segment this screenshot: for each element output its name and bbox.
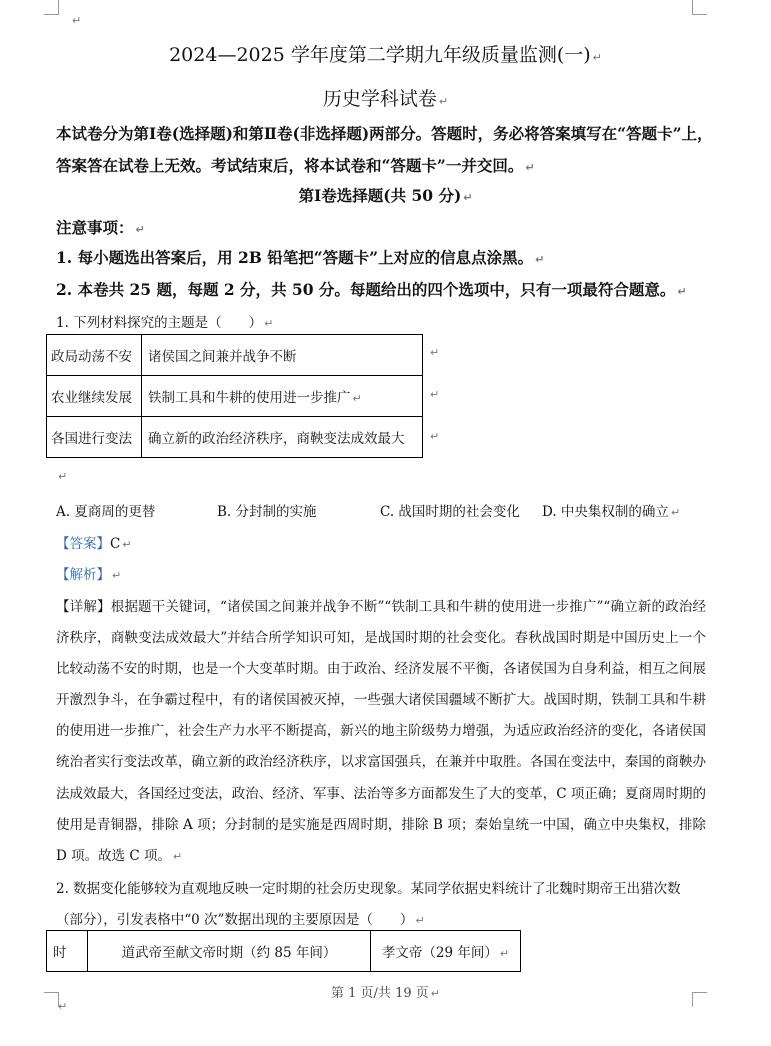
page-footer: 第 1 页/共 19 页 ↵ xyxy=(331,986,440,1001)
table-row xyxy=(47,417,423,458)
question-1-stem: 1. 下列材料探究的主题是（ ） ↵ xyxy=(56,315,274,331)
detail-tag: 【详解】 xyxy=(56,599,111,615)
paragraph-mark: ↵ xyxy=(58,1000,68,1013)
question-1-table xyxy=(46,334,423,458)
table-cell: 孝文帝（29 年间） ↵ xyxy=(371,931,521,972)
table-cell: 时 xyxy=(47,931,88,972)
table-cell: 各国进行变法 xyxy=(47,417,142,458)
option-d: D. 中央集权制的确立 ↵ xyxy=(542,504,681,520)
option-b: B. 分封制的实施 xyxy=(217,504,317,520)
paragraph-mark: ↵ xyxy=(58,470,68,483)
question-2-stem: 2. 数据变化能够较为直观地反映一定时期的社会历史现象。某同学依据史料统计了北魏时期帝王出猎次数（部分），引发表格中“0 次”数据出现的主要原因是（ ） ↵ xyxy=(56,881,681,928)
analysis-tag: 【解析】 xyxy=(56,567,110,583)
notice-item-2: 2. 本卷共 25 题，每题 2 分，共 50 分。每题给出的四个选项中，只有一项最符合题意。 ↵ xyxy=(56,280,687,299)
detail-text: 根据题干关键词，“诸侯国之间兼并战争不断”“铁制工具和牛耕的使用进一步推广”“确立新的政治经济秩序，商鞅变法成效最大”并结合所学知识可知，是战国时期的社会变化。春秋战国时期是中国历史上一个比较动荡不安的时期，也是一个大变革时期。由于政治、经济发展不平衡，各诸侯国为自身利益，相互之间展开激烈争斗，在争霸过程中，有的诸侯国被灭掉，一些强大诸侯国疆域不断扩大。战国时期，铁制工具和牛耕的使用进一步推广，社会生产力水平不断提高，新兴的地主阶级势力增强，为适应政治经济的变化，各诸侯国统治者实行变法改革，确立新的政治经济秩序，以求富国强兵，在兼并中取胜。各国在变法中，秦国的商鞅办法成效最大，各国经过变法，政治、经济、军事、法治等多方面都发生了大的变革，C 项正确；夏商周时期的使用是青铜器，排除 A 项；分封制的是实施是西周时期，排除 B 项；秦始皇统一中国，确立中央集权，排除 D 项。故选 C 项。 xyxy=(56,599,706,864)
intro-paragraph: 本试卷分为第Ⅰ卷(选择题)和第Ⅱ卷(非选择题)两部分。答题时，务必将答案填写在“答题卡”上，答案答在试卷上无效。考试结束后，将本试卷和“答题卡”一并交回。 ↵ xyxy=(56,124,713,175)
notice-heading: 注意事项： ↵ xyxy=(56,218,145,237)
question-2-table xyxy=(46,930,521,972)
table-cell: 农业继续发展 xyxy=(47,376,142,417)
option-c: C. 战国时期的社会变化 xyxy=(380,504,520,520)
table-row xyxy=(47,376,423,417)
row-end-mark: ↵ xyxy=(430,388,440,401)
option-a: A. 夏商周的更替 xyxy=(56,504,156,520)
crop-mark-top-left xyxy=(44,0,59,15)
table-row xyxy=(47,335,423,376)
table-cell: 政局动荡不安 xyxy=(47,335,142,376)
answer-tag: 【答案】 xyxy=(56,536,110,552)
row-end-mark: ↵ xyxy=(430,346,440,359)
question-1-answer: 【答案】C ↵ xyxy=(56,536,132,552)
table-cell: 道武帝至献文帝时期（约 85 年间） xyxy=(88,931,371,972)
question-1-detail: 【详解】根据题干关键词，“诸侯国之间兼并战争不断”“铁制工具和牛耕的使用进一步推广”“确立新的政治经济秩序，商鞅变法成效最大”并结合所学知识可知，是战国时期的社会变化。春秋战国时期是中国历史上一个比较动荡不安的时期，也是一个大变革时期。由于政治、经济发展不平衡，各诸侯国为自身利益，相互之间展开激烈争斗，在争霸过程中，有的诸侯国被灭掉，一些强大诸侯国疆域不断扩大。战国时期，铁制工具和牛耕的使用进一步推广，社会生产力水平不断提高，新兴的地主阶级势力增强，为适应政治经济的变化，各诸侯国统治者实行变法改革，确立新的政治经济秩序，以求富国强兵，在兼并中取胜。各国在变法中，秦国的商鞅办法成效最大，各国经过变法，政治、经济、军事、法治等多方面都发生了大的变革，C 项正确；夏商周时期的使用是青铜器，排除 A 项；分封制的是实施是西周时期，排除 B 项；秦始皇统一中国，确立中央集权，排除 D 项。故选 C 项。 ↵ xyxy=(56,599,706,864)
table-cell: 确立新的政治经济秩序，商鞅变法成效最大 xyxy=(142,417,423,458)
row-end-mark: ↵ xyxy=(430,430,440,443)
section-title: 第Ⅰ卷选择题(共 50 分) ↵ xyxy=(298,186,473,205)
table-row xyxy=(47,931,521,972)
table-cell: 诸侯国之间兼并战争不断 xyxy=(142,335,423,376)
notice-item-1: 1. 每小题选出答案后，用 2B 铅笔把“答题卡”上对应的信息点涂黑。 ↵ xyxy=(56,248,545,267)
question-1-analysis: 【解析】 ↵ xyxy=(56,567,122,583)
exam-title: 2024—2025 学年度第二学期九年级质量监测(一) ↵ xyxy=(169,44,602,66)
paragraph-mark: ↵ xyxy=(72,14,82,27)
crop-mark-top-right xyxy=(692,0,707,15)
exam-subtitle: 历史学科试卷 ↵ xyxy=(322,88,449,110)
table-cell: 铁制工具和牛耕的使用进一步推广 ↵ xyxy=(142,376,423,417)
answer-value: C xyxy=(110,536,121,552)
